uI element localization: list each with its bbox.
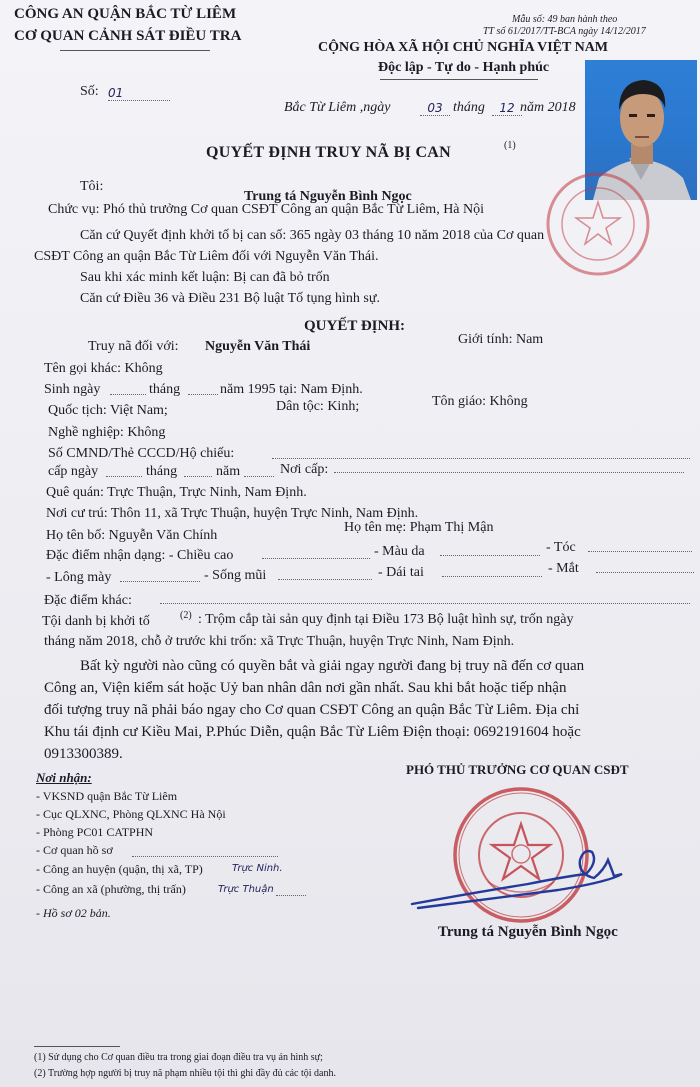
recipient-item-4-blank xyxy=(132,856,278,857)
residence: Nơi cư trú: Thôn 11, xã Trực Thuận, huyện Trực Ninh, Nam Định. xyxy=(46,506,419,521)
issuer-position: Chức vụ: Phó thủ trưởng Cơ quan CSĐT Công an quận Bắc Từ Liêm, Hà Nội xyxy=(48,202,485,217)
hair-label: - Tóc xyxy=(546,540,576,555)
charge-label: Tội danh bị khởi tố xyxy=(42,614,150,629)
alias: Tên gọi khác: Không xyxy=(44,361,163,376)
religion: Tôn giáo: Không xyxy=(432,394,528,409)
date-month: 12 xyxy=(492,101,522,116)
father: Họ tên bố: Nguyễn Văn Chính xyxy=(46,528,218,543)
other-features-blank xyxy=(160,603,690,604)
notice-line4: Khu tái định cư Kiều Mai, P.Phúc Diễn, quận Bắc Từ Liêm Điện thoại: 0692191604 hoặc xyxy=(44,724,581,740)
title-footnote-ref: (1) xyxy=(504,140,516,151)
mother: Họ tên mẹ: Phạm Thị Mận xyxy=(344,520,494,535)
issuer-name: Trung tá Nguyễn Bình Ngọc xyxy=(244,189,412,204)
charge-line1: : Trộm cắp tài sản quy định tại Điều 173 Bộ luật hình sự, trốn ngày xyxy=(198,612,574,627)
so-value: 01 xyxy=(108,86,170,101)
skin-label: - Màu da xyxy=(374,544,425,559)
dob-year: năm 1995 tại: Nam Định. xyxy=(220,382,363,397)
month-label: tháng xyxy=(453,100,485,115)
dob-month-label: tháng xyxy=(149,382,181,397)
notice-line5: 0913300389. xyxy=(44,746,123,762)
date-year: năm 2018 xyxy=(520,100,576,115)
recipient-item-1: - VKSND quận Bắc Từ Liêm xyxy=(36,789,178,803)
wanted-label: Truy nã đối với: xyxy=(88,339,179,354)
recipient-item-5: - Công an huyện (quận, thị xã, TP) xyxy=(36,862,203,876)
signer-name: Trung tá Nguyễn Bình Ngọc xyxy=(438,924,618,940)
grounds-line4: Căn cứ Điều 36 và Điều 231 Bộ luật Tố tụng hình sự. xyxy=(80,291,380,306)
footnote-1: (1) Sử dụng cho Cơ quan điều tra trong giai đoạn điều tra vụ án hình sự; xyxy=(34,1052,323,1063)
recipient-huyen-handwritten: Trực Ninh. xyxy=(232,863,283,874)
dob-label: Sinh ngày xyxy=(44,382,101,397)
id-label: Số CMND/Thẻ CCCD/Hộ chiếu: xyxy=(48,446,235,461)
wanted-name: Nguyễn Văn Thái xyxy=(205,339,311,354)
height-blank xyxy=(262,558,370,559)
nose-blank xyxy=(278,579,372,580)
eyes-label: - Mắt xyxy=(548,561,579,576)
org-line1: CÔNG AN QUẬN BẮC TỪ LIÊM xyxy=(14,6,237,22)
grounds-line3: Sau khi xác minh kết luận: Bị can đã bỏ trốn xyxy=(80,270,330,285)
dob-day-blank xyxy=(110,394,146,395)
skin-blank xyxy=(440,555,540,556)
recipient-xa-handwritten: Trực Thuận xyxy=(218,884,274,895)
footnote-2: (2) Trường hợp người bị truy nã phạm nhiều tội thì ghi đầy đủ các tội danh. xyxy=(34,1068,336,1079)
motto: Độc lập - Tự do - Hạnh phúc xyxy=(378,60,550,75)
so-label: Số: xyxy=(80,84,99,99)
footnote-divider xyxy=(34,1046,120,1047)
issue-year-blank xyxy=(244,476,274,477)
eyebrows-blank xyxy=(120,581,200,582)
issue-date-label: cấp ngày xyxy=(48,464,99,479)
eyes-blank xyxy=(596,572,694,573)
ears-blank xyxy=(442,576,542,577)
grounds-line2: CSĐT Công an quận Bắc Từ Liêm đối với Nguyễn Văn Thái. xyxy=(34,249,379,264)
charge-footnote-ref: (2) xyxy=(180,610,192,621)
id-blank xyxy=(272,458,690,459)
org-line2: CƠ QUAN CẢNH SÁT ĐIỀU TRA xyxy=(14,28,242,44)
dob-month-blank xyxy=(188,394,218,395)
issue-month-label: tháng xyxy=(146,464,178,479)
notice-line1: Bất kỳ người nào cũng có quyền bắt và giải ngay người đang bị truy nã đến cơ quan xyxy=(80,658,585,674)
nation-title: CỘNG HÒA XÃ HỘI CHỦ NGHĨA VIỆT NAM xyxy=(318,40,609,55)
gender: Giới tính: Nam xyxy=(458,332,544,347)
ears-label: - Dái tai xyxy=(378,565,424,580)
decision-heading: QUYẾT ĐỊNH: xyxy=(304,318,405,334)
recipient-item-6-blank xyxy=(276,895,306,896)
form-no-line2: TT số 61/2017/TT-BCA ngày 14/12/2017 xyxy=(483,26,646,37)
form-no-line1: Mẫu số: 49 ban hành theo xyxy=(512,14,618,25)
hair-blank xyxy=(588,551,692,552)
features-label: Đặc điểm nhận dạng: - Chiều cao xyxy=(46,548,234,563)
signature-stroke-icon xyxy=(408,846,638,916)
nose-label: - Sống mũi xyxy=(204,568,267,583)
recipient-item-3: - Phòng PC01 CATPHN xyxy=(36,825,154,839)
grounds-line1: Căn cứ Quyết định khởi tố bị can số: 365 ngày 03 tháng 10 năm 2018 của Cơ quan xyxy=(80,228,545,243)
eyebrows-label: - Lông mày xyxy=(46,570,112,585)
notice-line3: đối tượng truy nã phải báo ngay cho Cơ quan CSĐT Công an quận Bắc Từ Liêm. Địa chỉ xyxy=(44,702,580,718)
occupation: Nghề nghiệp: Không xyxy=(48,425,166,440)
recipient-item-4: - Cơ quan hồ sơ xyxy=(36,843,113,857)
other-features-label: Đặc điểm khác: xyxy=(44,593,132,608)
issue-day-blank xyxy=(106,476,142,477)
recipient-item-7: - Hồ sơ 02 bản. xyxy=(36,906,111,920)
ethnicity: Dân tộc: Kinh; xyxy=(276,399,360,414)
date-day: 03 xyxy=(420,101,450,116)
charge-line2: tháng năm 2018, chỗ ở trước khi trốn: xã Trực Thuận, huyện Trực Ninh, Nam Định. xyxy=(44,634,515,649)
top-seal-icon xyxy=(538,168,658,280)
issue-place-label: Nơi cấp: xyxy=(280,462,329,477)
toi-label: Tôi: xyxy=(80,179,104,194)
issue-year-label: năm xyxy=(216,464,241,479)
hometown: Quê quán: Trực Thuận, Trực Ninh, Nam Định. xyxy=(46,485,307,500)
recipient-item-6: - Công an xã (phường, thị trấn) xyxy=(36,882,186,896)
nationality: Quốc tịch: Việt Nam; xyxy=(48,403,168,418)
motto-underline xyxy=(380,79,538,80)
document-title: QUYẾT ĐỊNH TRUY NÃ BỊ CAN xyxy=(206,144,452,161)
recipient-item-2: - Cục QLXNC, Phòng QLXNC Hà Nội xyxy=(36,807,226,821)
issue-month-blank xyxy=(184,476,212,477)
place-date-prefix: Bắc Từ Liêm ,ngày xyxy=(284,100,391,115)
signature-title: PHÓ THỦ TRƯỞNG CƠ QUAN CSĐT xyxy=(406,762,629,777)
org-underline xyxy=(60,50,210,51)
issue-place-blank xyxy=(334,472,684,473)
notice-line2: Công an, Viện kiểm sát hoặc Uỷ ban nhân dân nơi gần nhất. Sau khi bắt hoặc tiếp nhận xyxy=(44,680,567,696)
recipients-label: Nơi nhận: xyxy=(36,770,92,785)
